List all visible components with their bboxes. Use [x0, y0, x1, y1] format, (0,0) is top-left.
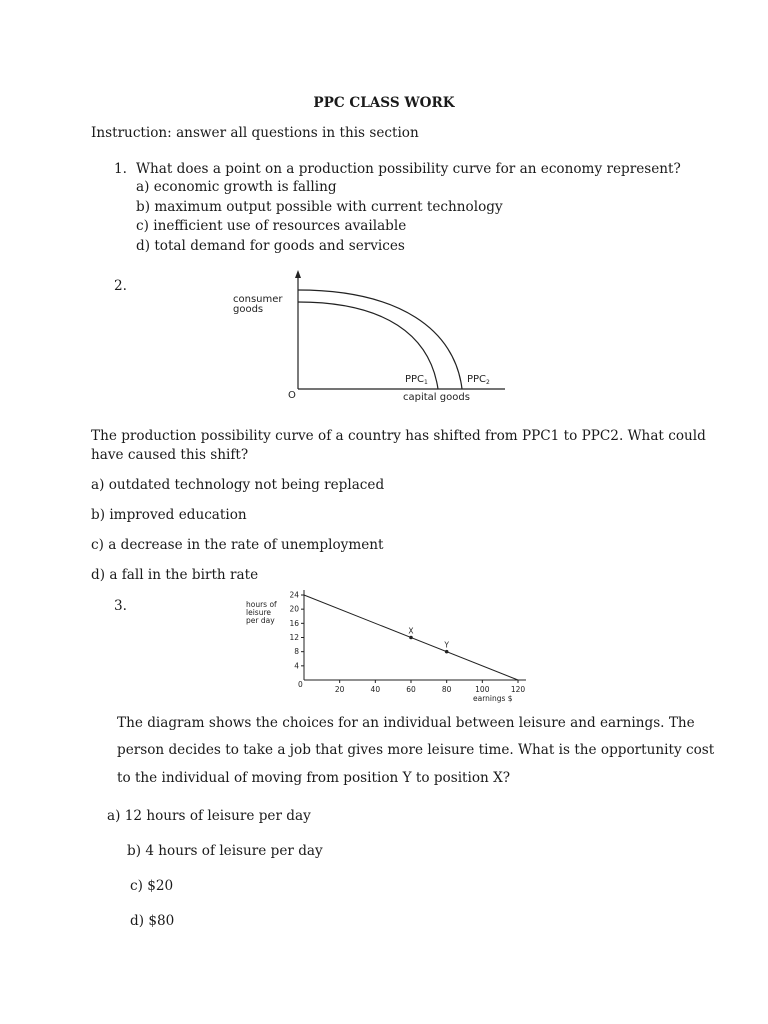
chart-y-tick-label: 20	[289, 604, 299, 614]
ppc1-label	[405, 374, 428, 386]
q3-question-line1: The diagram shows the choices for an individual between leisure and earnings. The	[117, 715, 695, 731]
chart-points	[408, 627, 449, 654]
chart-point-y	[445, 650, 449, 654]
chart-x-ticks	[335, 680, 525, 694]
chart-x-tick-label: 20	[334, 685, 345, 694]
chart-x-tick-label: 40	[370, 685, 381, 694]
chart-xlabel: earnings $	[473, 694, 513, 703]
leisure-earnings-chart	[240, 585, 540, 710]
q1-question: What does a point on a production possibility curve for an economy represent?	[136, 161, 681, 177]
chart-x-tick-label: 120	[510, 685, 526, 694]
ppc2-label	[467, 374, 490, 386]
q3-option-a: a) 12 hours of leisure per day	[107, 808, 311, 824]
q3-number: 3.	[114, 598, 127, 614]
q1-option-b: b) maximum output possible with current technology	[136, 198, 503, 215]
ppc1-label-sub: 1	[424, 379, 428, 386]
chart-y-tick-label: 12	[289, 633, 299, 642]
q2-question-line1: The production possibility curve of a country has shifted from PPC1 to PPC2. What could	[91, 428, 706, 444]
chart-y-tick-label: 24	[289, 590, 299, 600]
ppc-shift-diagram	[225, 265, 515, 410]
ppc-ylabel-line1: consumer	[233, 294, 283, 305]
q2-option-a: a) outdated technology not being replaced	[91, 477, 385, 493]
q1-number: 1.	[114, 161, 127, 177]
chart-x-tick-label: 80	[441, 685, 452, 694]
q2-option-c: c) a decrease in the rate of unemployment	[91, 537, 384, 553]
q2-number: 2.	[114, 278, 127, 294]
chart-y-tick-label: 8	[294, 647, 299, 657]
chart-ylabel-line: per day	[246, 616, 275, 625]
chart-ylabel	[246, 600, 277, 625]
q2-question-line2: have caused this shift?	[91, 447, 249, 463]
chart-point-x	[409, 636, 413, 640]
chart-y-tick-label: 4	[294, 661, 299, 671]
chart-x-tick-label: 100	[475, 685, 490, 694]
q3-option-d: d) $80	[130, 913, 175, 929]
ppc-y-axis-arrow	[295, 270, 301, 278]
chart-x-tick-label: 60	[406, 685, 416, 694]
q3-option-b: b) 4 hours of leisure per day	[127, 843, 323, 859]
q1-option-d: d) total demand for goods and services	[136, 237, 405, 254]
ppc1-label-main: PPC	[405, 374, 425, 385]
q3-option-c: c) $20	[130, 878, 174, 894]
q1-options	[136, 178, 503, 256]
q3-question-line2: person decides to take a job that gives more leisure time. What is the opportunity cost	[117, 742, 715, 758]
chart-point-label-y: Y	[444, 640, 449, 650]
chart-ylabel-line: leisure	[246, 608, 271, 617]
instruction-text: Instruction: answer all questions in this section	[91, 125, 419, 141]
chart-point-label-x: X	[408, 626, 414, 636]
q2-option-b: b) improved education	[91, 507, 247, 523]
ppc-xlabel: capital goods	[403, 392, 470, 403]
chart-ylabel-line: hours of	[246, 600, 277, 609]
ppc2-label-sub: 2	[486, 379, 490, 386]
q3-question-line3: to the individual of moving from position Y to position X?	[117, 770, 511, 786]
q1-option-c: c) inefficient use of resources available	[136, 218, 407, 234]
q2-option-d: d) a fall in the birth rate	[91, 567, 259, 583]
chart-origin-label: 0	[298, 680, 303, 689]
chart-y-tick-label: 16	[289, 618, 299, 628]
ppc2-label-main: PPC	[467, 374, 487, 385]
ppc-ylabel-line2: goods	[233, 304, 264, 315]
q1-option-a: a) economic growth is falling	[136, 179, 337, 195]
chart-y-ticks	[289, 591, 304, 671]
ppc2-curve	[298, 290, 462, 389]
ppc-origin-label: O	[288, 390, 296, 401]
page-title: PPC CLASS WORK	[313, 95, 455, 111]
